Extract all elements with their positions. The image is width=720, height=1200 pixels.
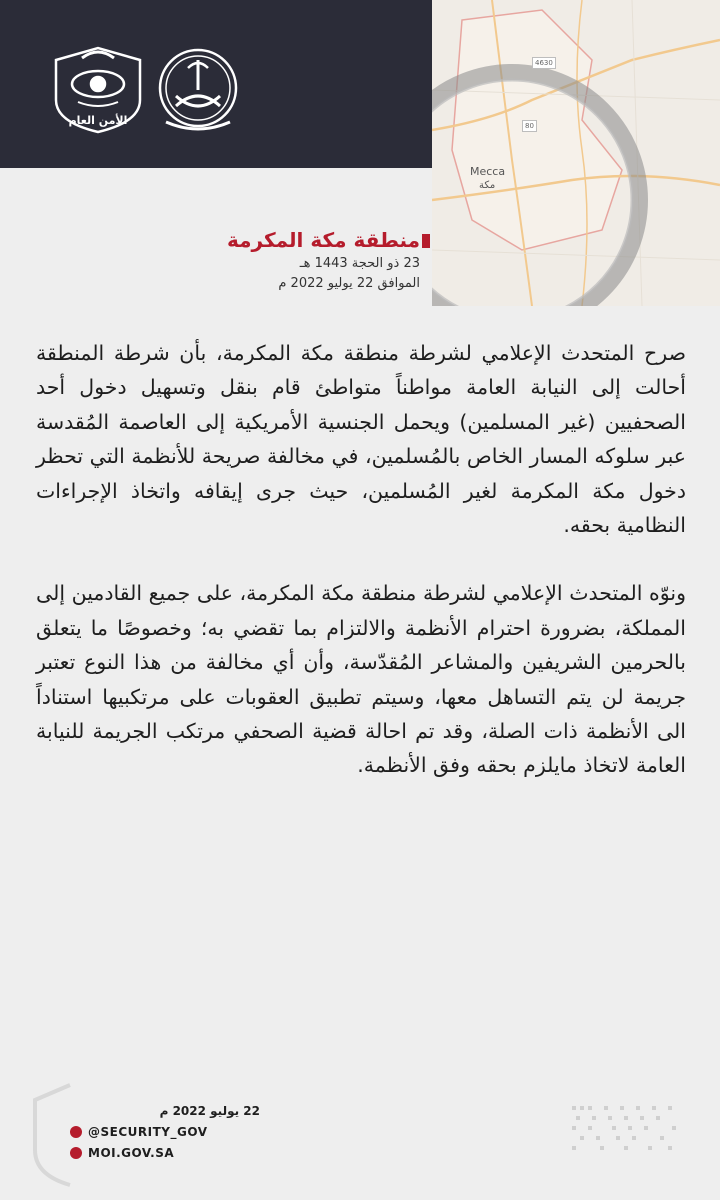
map-city-label-en: Mecca: [470, 165, 506, 178]
website-link[interactable]: [70, 1142, 260, 1163]
region-title: منطقة مكة المكرمة: [227, 228, 420, 252]
twitter-handle: @SECURITY_GOV: [88, 1124, 208, 1139]
footer-date: 22 يوليو 2022 م: [159, 1103, 260, 1118]
logos: [48, 40, 248, 140]
statement-paragraph: صرح المتحدث الإعلامي لشرطة منطقة مكة المكرمة، بأن شرطة المنطقة أحالت إلى النيابة العامة مواطناً متواطئ قام بنقل وتسهيل دخول أحد الصحفيين (غير المسلمين) ويحمل الجنسية الأمريكية إلى العاصمة المُقدسة عبر سلوكه المسار الخاص بالمُسلمين، في مخالفة صريحة للأنظمة التي تحظر دخول مكة المكرمة لغير المُسلمين، حيث جرى إيقافه واتخاذ الإجراءات النظامية بحقه.: [36, 341, 686, 538]
road-number-badge: 80: [522, 120, 537, 132]
website-url: MOI.GOV.SA: [88, 1145, 175, 1160]
statement-paragraph: ونوّه المتحدث الإعلامي لشرطة منطقة مكة المكرمة، على جميع القادمين إلى المملكة، بضرورة احترام الأنظمة والالتزام بما تقضي به؛ وخصوصًا ما يتعلق بالحرمين الشريفين والمشاعر المُقدّسة، وأن أي مخالفة من هذا النوع تعتبر جريمة لن يتم التساهل معها، وسيتم تطبيق العقوبات على مرتكبيها استناداً الى الأنظمة ذات الصلة، وقد تم احالة قضية الصحفي مرتكب الجريمة للنيابة العامة لاتخاذ مايلزم بحقه وفق الأنظمة.: [36, 581, 686, 778]
map-image: [432, 0, 720, 306]
map-city-label-ar: مكة: [479, 180, 496, 191]
gregorian-date: الموافق 22 يوليو 2022 م: [278, 276, 420, 291]
globe-icon: [70, 1147, 82, 1159]
public-security-caption: الأمن العام: [68, 114, 128, 127]
dots-pattern-decoration: [572, 1102, 682, 1162]
twitter-link[interactable]: [70, 1121, 260, 1142]
ministry-logo: [160, 50, 236, 129]
road-number-badge: 4630: [532, 57, 556, 69]
footer: [70, 1100, 260, 1163]
title-accent-mark: [422, 234, 430, 248]
twitter-icon: [70, 1126, 82, 1138]
hijri-date: 23 ذو الحجة 1443 هـ: [299, 256, 420, 271]
statement-body: [36, 336, 686, 783]
region-header: [120, 226, 420, 294]
